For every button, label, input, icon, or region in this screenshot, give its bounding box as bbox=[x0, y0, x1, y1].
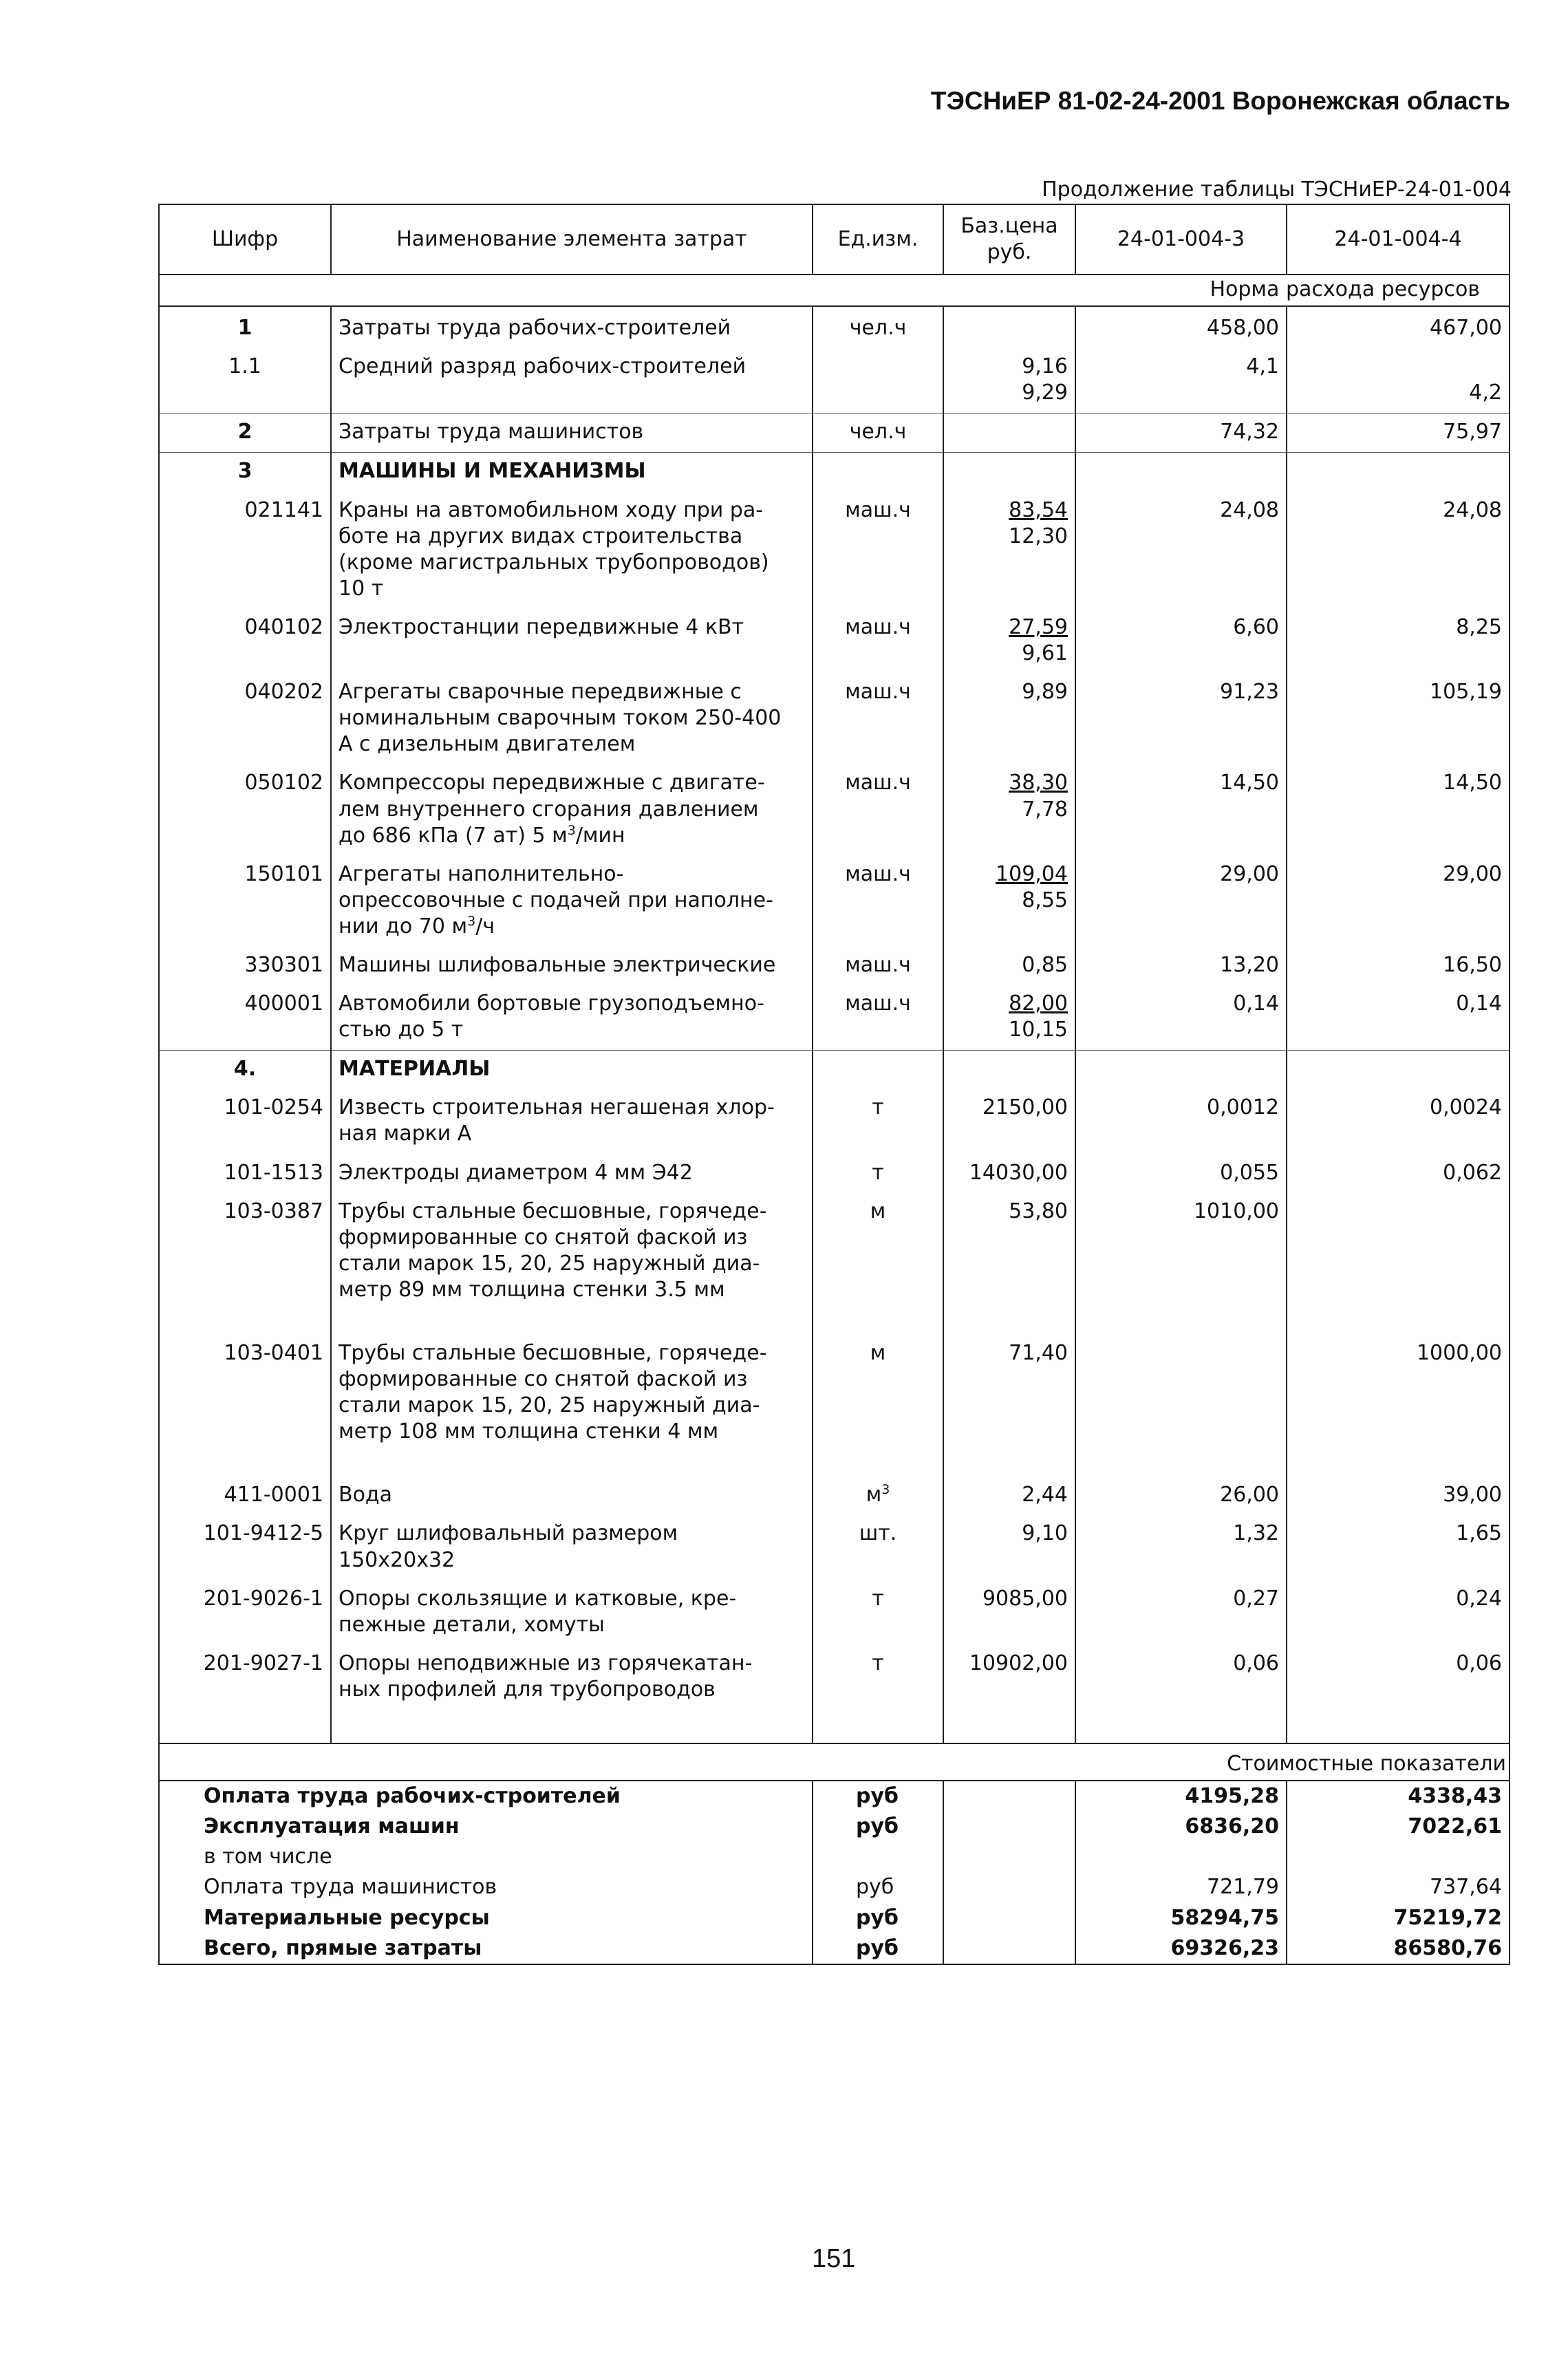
table-caption: Продолжение таблицы ТЭСНиЕР-24-01-004 bbox=[1042, 178, 1512, 202]
col-header-price: Баз.цена руб. bbox=[943, 204, 1075, 275]
col-header-24-01-004-4: 24-01-004-4 bbox=[1287, 204, 1510, 275]
table-row: 1 Затраты труда рабочих-строителей чел.ч 458,00 467,00 bbox=[159, 310, 1510, 348]
table-row: 150101 Агрегаты наполнительно- опрессовочные с подачей при наполне- нии до 70 $м^3/ч$ маш.ч 109,04 8,55 29,00 29,00 bbox=[159, 856, 1510, 947]
table-row: 201-9026-1 Опоры скользящие и катковые, кре- пежные детали, хомуты т 9085,00 0,27 0,24 bbox=[159, 1580, 1510, 1645]
cost-row: Всего, прямые затраты руб 69326,23 86580,76 bbox=[159, 1933, 1510, 1964]
col-header-24-01-004-3: 24-01-004-3 bbox=[1075, 204, 1287, 275]
cost-header-row bbox=[159, 1743, 1510, 1781]
col-header-unit: Ед.изм. bbox=[813, 204, 943, 275]
section-row: 3 МАШИНЫ И МЕХАНИЗМЫ bbox=[159, 453, 1510, 492]
norma-label: Норма расхода ресурсов bbox=[1075, 275, 1510, 306]
col-header-name: Наименование элемента затрат bbox=[331, 204, 813, 275]
table-row: 1.1 Средний разряд рабочих-строителей 9,16 9,29 4,1 4,2 bbox=[159, 348, 1510, 414]
section-row: 4. МАТЕРИАЛЫ bbox=[159, 1051, 1510, 1090]
table-row: 040102 Электростанции передвижные 4 кВт маш.ч 27,59 9,61 6,60 8,25 bbox=[159, 609, 1510, 674]
table-row: 201-9027-1 Опоры неподвижные из горячекатан- ных профилей для трубопроводов т 10902,00 0,06 0,06 bbox=[159, 1645, 1510, 1710]
table-row: 2 Затраты труда машинистов чел.ч 74,32 75,97 bbox=[159, 414, 1510, 453]
table-row: 101-0254 Известь строительная негашеная хлор- ная марки А т 2150,00 0,0012 0,0024 bbox=[159, 1089, 1510, 1154]
cost-row: Эксплуатация машин руб 6836,20 7022,61 bbox=[159, 1812, 1510, 1842]
cost-row: Материальные ресурсы руб 58294,75 75219,72 bbox=[159, 1903, 1510, 1933]
table-row: 411-0001 Вода $м^3$ 2,44 26,00 39,00 bbox=[159, 1477, 1510, 1515]
table-row: 103-0387 Трубы стальные бесшовные, горячеде- формированные со снятой фаской из стали марок 15, 20, 25 наружный диа- метр 89 мм толщина стенки 3.5 мм м 53,80 1010,00 bbox=[159, 1193, 1510, 1310]
table-header-row bbox=[159, 204, 1510, 275]
norma-header-row bbox=[159, 275, 1510, 306]
page-number: 151 bbox=[812, 2244, 856, 2273]
table-row: 021141 Краны на автомобильном ходу при ра- боте на других видах строительства (кроме магистральных трубопроводов) 10 т маш.ч 83,54 12,30 24,08 24,08 bbox=[159, 492, 1510, 609]
table-row: 103-0401 Трубы стальные бесшовные, горячеде- формированные со снятой фаской из стали марок 15, 20, 25 наружный диа- метр 108 мм толщина стенки 4 мм м 71,40 1000,00 bbox=[159, 1335, 1510, 1452]
table-row: 101-1513 Электроды диаметром 4 мм Э42 т 14030,00 0,055 0,062 bbox=[159, 1155, 1510, 1193]
resource-norms-table bbox=[158, 204, 1510, 1965]
table-row: 330301 Машины шлифовальные электрические маш.ч 0,85 13,20 16,50 bbox=[159, 947, 1510, 985]
table-row: 400001 Автомобили бортовые грузоподъемно- стью до 5 т маш.ч 82,00 10,15 0,14 0,14 bbox=[159, 985, 1510, 1051]
document-header: ТЭСНиЕР 81-02-24-2001 Воронежская область bbox=[930, 87, 1510, 115]
cost-row: Оплата труда рабочих-строителей руб 4195,28 4338,43 bbox=[159, 1781, 1510, 1812]
table-row: 040202 Агрегаты сварочные передвижные с номинальным сварочным током 250-400 А с дизельным двигателем маш.ч 9,89 91,23 105,19 bbox=[159, 674, 1510, 764]
table-row: 050102 Компрессоры передвижные с двигате- лем внутреннего сгорания давлением до 686 кПа (7 ат) 5 $м^3$/мин маш.ч 38,30 7,78 14,50 14,50 bbox=[159, 764, 1510, 855]
cost-row: в том числе bbox=[159, 1842, 1510, 1872]
table-row: 101-9412-5 Круг шлифовальный размером 150х20х32 шт. 9,10 1,32 1,65 bbox=[159, 1515, 1510, 1580]
col-header-code: Шифр bbox=[159, 204, 331, 275]
cost-label: Стоимостные показатели bbox=[1075, 1743, 1510, 1781]
cost-row: Оплата труда машинистов руб 721,79 737,64 bbox=[159, 1872, 1510, 1902]
